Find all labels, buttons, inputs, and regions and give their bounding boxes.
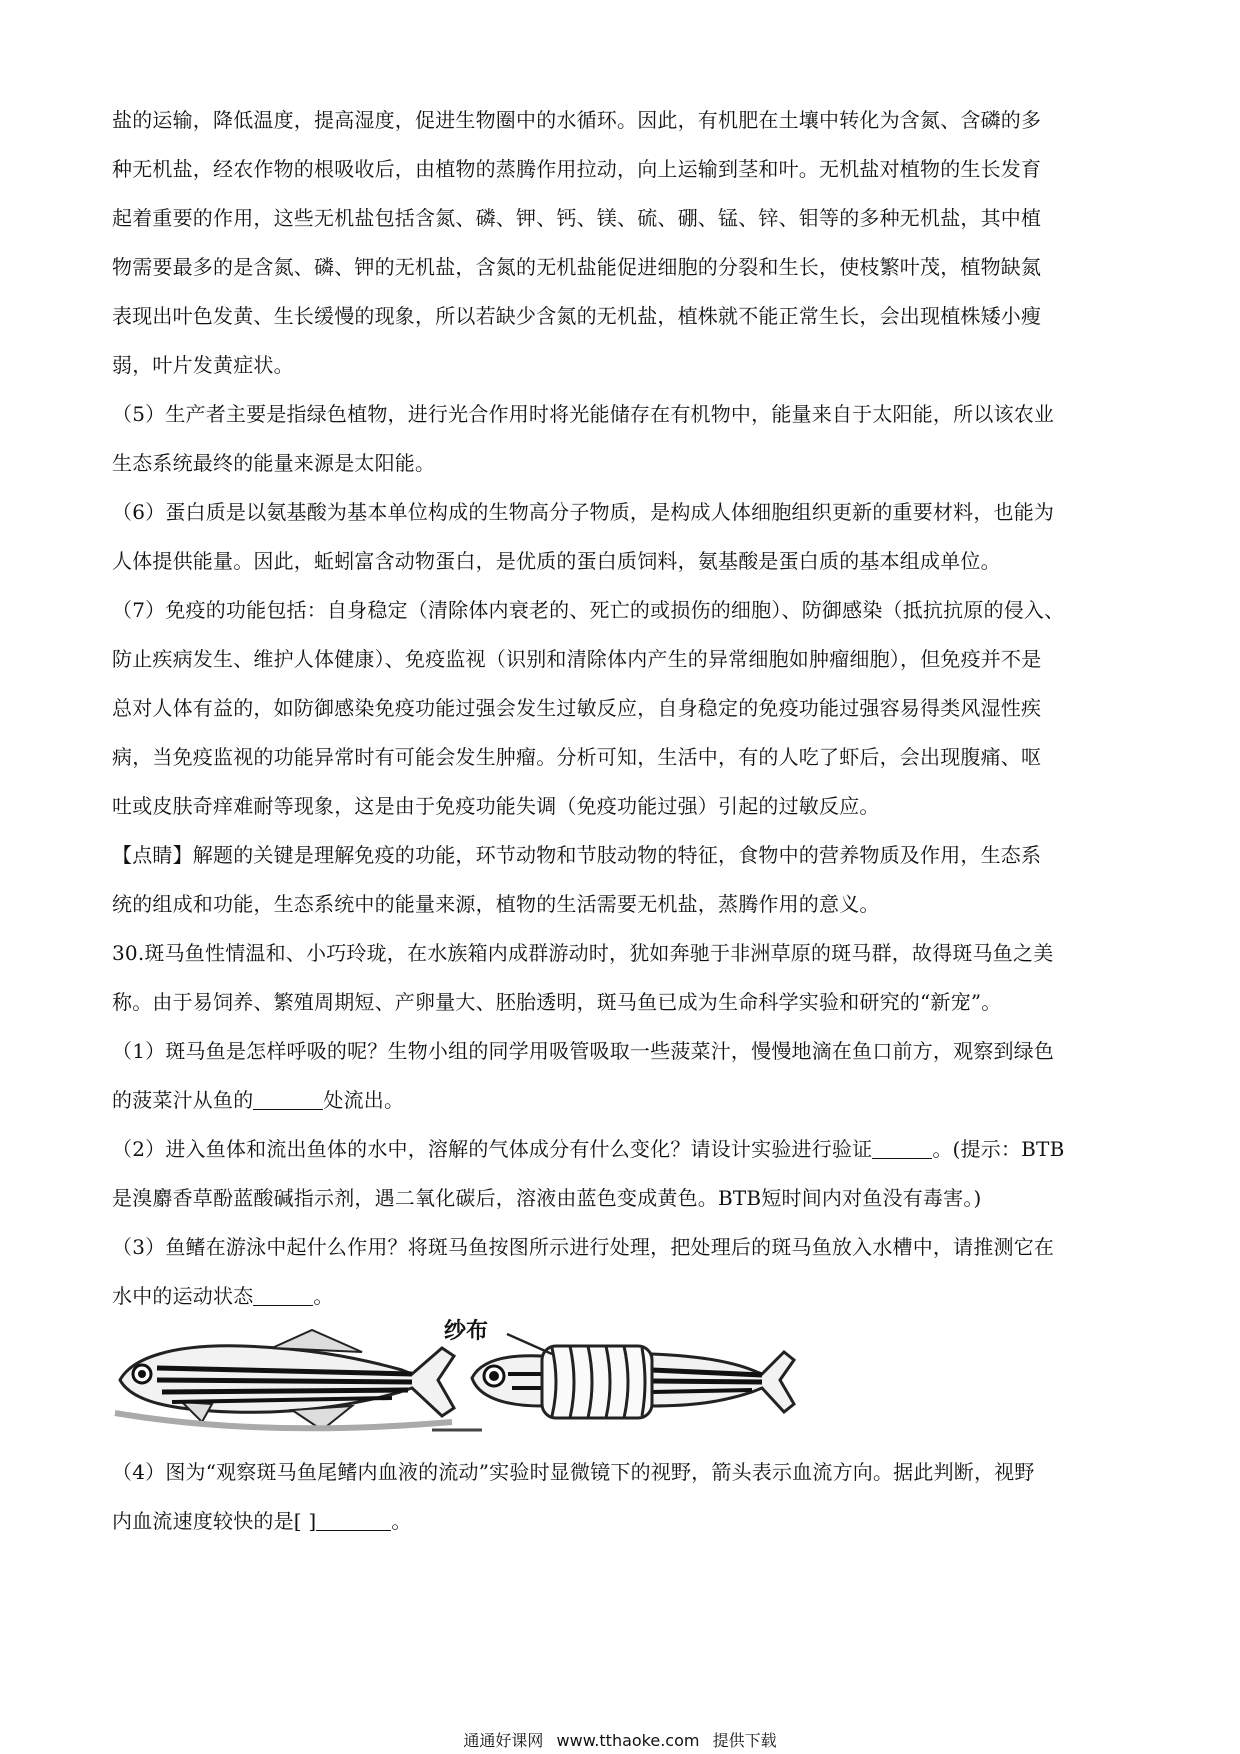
question-30-stem bbox=[112, 929, 1132, 1027]
text-fragment: 水中的运动状态 bbox=[112, 1284, 254, 1308]
text-fragment: 。(提示：BTB bbox=[932, 1137, 1065, 1161]
text-line: 统的组成和功能，生态系统中的能量来源，植物的生活需要无机盐，蒸腾作用的意义。 bbox=[112, 892, 880, 916]
text-line: 起着重要的作用，这些无机盐包括含氮、磷、钾、钙、镁、硫、硼、锰、锌、钼等的多种无机盐，其中植 bbox=[112, 206, 1042, 230]
zebrafish-gauze-wrapped-illustration bbox=[432, 1318, 794, 1430]
text-line bbox=[112, 1272, 1132, 1321]
text-line: 物需要最多的是含氮、磷、钾的无机盐，含氮的无机盐能促进细胞的分裂和生长，使枝繁叶茂，植物缺氮 bbox=[112, 255, 1042, 279]
paragraph-4-explanation bbox=[112, 96, 1132, 390]
gauze-wrap bbox=[542, 1346, 652, 1418]
text-fragment: 内血流速度较快的是[ ] bbox=[112, 1509, 317, 1533]
paragraph-5-explanation bbox=[112, 390, 1132, 488]
footer-url[interactable]: www.tthaoke.com bbox=[556, 1731, 700, 1750]
answer-text bbox=[112, 96, 1132, 1321]
text-line: 是溴麝香草酚蓝酸碱指示剂，遇二氧化碳后，溶液由蓝色变成黄色。BTB短时间内对鱼没有毒害。) bbox=[112, 1186, 982, 1210]
question-30-part-1 bbox=[112, 1027, 1132, 1125]
answer-blank[interactable] bbox=[872, 1138, 932, 1159]
answer-blank[interactable] bbox=[253, 1089, 323, 1110]
text-fragment: （2）进入鱼体和流出鱼体的水中，溶解的气体成分有什么变化？请设计实验进行验证 bbox=[112, 1137, 873, 1161]
text-line: （3）鱼鳍在游泳中起什么作用？将斑马鱼按图所示进行处理，把处理后的斑马鱼放入水槽中，请推测它在 bbox=[112, 1235, 1055, 1259]
text-fragment: 的菠菜汁从鱼的 bbox=[112, 1088, 254, 1112]
answer-blank[interactable] bbox=[253, 1285, 313, 1306]
text-line: 称。由于易饲养、繁殖周期短、产卵量大、胚胎透明，斑马鱼已成为生命科学实验和研究的“新宠”。 bbox=[112, 990, 1002, 1014]
text-line: 盐的运输，降低温度，提高湿度，促进生物圈中的水循环。因此，有机肥在土壤中转化为含氮、含磷的多 bbox=[112, 108, 1042, 132]
key-point-note bbox=[112, 831, 1132, 929]
text-fragment: 。 bbox=[391, 1509, 412, 1533]
text-line: 人体提供能量。因此，蚯蚓富含动物蛋白，是优质的蛋白质饲料，氨基酸是蛋白质的基本组成单位。 bbox=[112, 549, 1001, 573]
text-line: 30.斑马鱼性情温和、小巧玲珑，在水族箱内成群游动时，犹如奔驰于非洲草原的斑马群，故得斑马鱼之美 bbox=[112, 941, 1054, 965]
text-line: 病，当免疫监视的功能异常时有可能会发生肿瘤。分析可知，生活中，有的人吃了虾后，会出现腹痛、呕 bbox=[112, 745, 1042, 769]
text-line: （7）免疫的功能包括：自身稳定（清除体内衰老的、死亡的或损伤的细胞）、防御感染（抵抗抗原的侵入、 bbox=[112, 598, 1065, 622]
text-line: 表现出叶色发黄、生长缓慢的现象，所以若缺少含氮的无机盐，植株就不能正常生长，会出现植株矮小瘦 bbox=[112, 304, 1042, 328]
zebrafish-figure bbox=[112, 1318, 892, 1443]
text-line bbox=[112, 1497, 1132, 1546]
question-30-part-3 bbox=[112, 1223, 1132, 1321]
question-30-part-4-block bbox=[112, 1448, 1132, 1546]
text-line: 总对人体有益的，如防御感染免疫功能过强会发生过敏反应，自身稳定的免疫功能过强容易得类风湿性疾 bbox=[112, 696, 1042, 720]
text-line: 防止疾病发生、维护人体健康）、免疫监视（识别和清除体内产生的异常细胞如肿瘤细胞），但免疫并不是 bbox=[112, 647, 1042, 671]
text-line: 生态系统最终的能量来源是太阳能。 bbox=[112, 451, 436, 475]
question-30-part-4 bbox=[112, 1448, 1132, 1546]
text-fragment: 。 bbox=[313, 1284, 334, 1308]
paragraph-7-explanation bbox=[112, 586, 1132, 831]
zebrafish-normal-illustration bbox=[115, 1330, 454, 1430]
gauze-label: 纱布 bbox=[444, 1319, 489, 1344]
text-line bbox=[112, 1125, 1132, 1174]
answer-blank[interactable] bbox=[316, 1510, 391, 1531]
text-line: （4）图为“观察斑马鱼尾鳍内血液的流动”实验时显微镜下的视野，箭头表示血流方向。据此判断，视野 bbox=[112, 1460, 1035, 1484]
text-line: 吐或皮肤奇痒难耐等现象，这是由于免疫功能失调（免疫功能过强）引起的过敏反应。 bbox=[112, 794, 880, 818]
text-line bbox=[112, 1076, 1132, 1125]
paragraph-6-explanation bbox=[112, 488, 1132, 586]
text-line: 弱，叶片发黄症状。 bbox=[112, 353, 294, 377]
footer-suffix: 提供下载 bbox=[712, 1731, 777, 1750]
page-footer bbox=[0, 1728, 1240, 1751]
text-line: 【点睛】解题的关键是理解免疫的功能，环节动物和节肢动物的特征，食物中的营养物质及作用，生态系 bbox=[112, 843, 1042, 867]
text-fragment: 处流出。 bbox=[323, 1088, 405, 1112]
footer-site-name: 通通好课网 bbox=[463, 1731, 544, 1750]
question-30-part-2 bbox=[112, 1125, 1132, 1223]
text-line: （1）斑马鱼是怎样呼吸的呢？生物小组的同学用吸管吸取一些菠菜汁，慢慢地滴在鱼口前方，观察到绿色 bbox=[112, 1039, 1055, 1063]
text-line: （6）蛋白质是以氨基酸为基本单位构成的生物高分子物质，是构成人体细胞组织更新的重要材料，也能为 bbox=[112, 500, 1055, 524]
text-line: （5）生产者主要是指绿色植物，进行光合作用时将光能储存在有机物中，能量来自于太阳能，所以该农业 bbox=[112, 402, 1055, 426]
text-line: 种无机盐，经农作物的根吸收后，由植物的蒸腾作用拉动，向上运输到茎和叶。无机盐对植物的生长发育 bbox=[112, 157, 1042, 181]
